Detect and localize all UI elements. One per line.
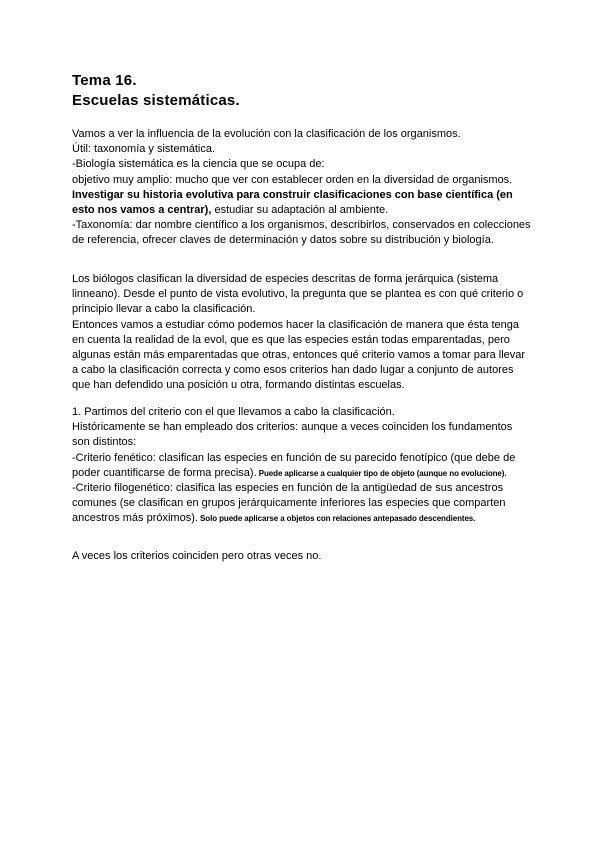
intro-paragraph-5-rest: estudiar su adaptación al ambiente. xyxy=(211,204,389,217)
criteria-intro: Históricamente se han empleado dos criterios: aunque a veces coinciden los fundamentos son distintos: xyxy=(72,421,513,449)
intro-paragraph-5 xyxy=(72,188,532,218)
numbered-list-item-1: 1. Partimos del criterio con el que llevamos a cabo la clasificación. xyxy=(72,406,395,418)
phylogenetic-criterion-note: Solo puede aplicarse a objetos con relaciones antepasado descendientes. xyxy=(197,514,476,524)
phenetic-criterion-text: -Criterio fenético: clasifican las especies en función de su parecido fenotípico (que debe de poder cuantificarse de forma precisa). xyxy=(72,451,516,479)
document-title xyxy=(72,71,240,111)
phylogenetic-criterion xyxy=(72,481,532,527)
closing-section xyxy=(72,549,532,564)
intro-section xyxy=(72,127,532,249)
classification-section xyxy=(72,272,532,394)
phylogenetic-criterion-text: -Criterio filogenético: clasifica las especies en función de la antigüedad de sus ancestros comunes (se clasifican en grupos jerárquicamente inferiores las especies que comparten ancestros más próximos). xyxy=(72,482,506,525)
intro-paragraph-2: Útil: taxonomía y sistemática. xyxy=(72,143,216,156)
intro-paragraph-4: objetivo muy amplio: mucho que ver con establecer orden en la diversidad de organismos. xyxy=(72,173,513,186)
phenetic-criterion-note: Puede aplicarse a cualquier tipo de objeto (aunque no evolucione). xyxy=(256,468,507,478)
classification-paragraph-1: Los biólogos clasifican la diversidad de especies descritas de forma jerárquica (sistema linneano). Desde el punto de vista evolutivo, la pregunta que se plantea es con qué criterio o principio llevar a cabo la clasificación. xyxy=(72,273,524,316)
intro-paragraph-6: -Taxonomía: dar nombre científico a los organismos, describirlos, conservados en colecciones de referencia, ofrecer claves de determinación y datos sobre su distribución y biología. xyxy=(72,219,531,247)
phenetic-criterion xyxy=(72,451,532,481)
intro-paragraph-3: -Biología sistemática es la ciencia que se ocupa de: xyxy=(72,158,325,171)
classification-paragraph-2: Entonces vamos a estudiar cómo podemos hacer la clasificación de manera que ésta tenga en cuenta la realidad de la evol, que es que las especies están todas emparentadas, pero algunas están más emparentadas que otras, entonces qué criterio vamos a tomar para llevar a cabo la clasificación correcta y como esos criterios han dado lugar a conjunto de autores que han defendido una posición u otra, formando distintas escuelas. xyxy=(72,318,526,392)
title-line-1: Tema 16. xyxy=(72,72,137,89)
intro-paragraph-1: Vamos a ver la influencia de la evolución con la clasificación de los organismos. xyxy=(72,128,461,140)
title-line-2: Escuelas sistemáticas. xyxy=(72,92,240,109)
criteria-section xyxy=(72,405,532,527)
closing-paragraph: A veces los criterios coinciden pero otras veces no. xyxy=(72,550,322,562)
intro-bold-text: Investigar su historia evolutiva para construir clasificaciones con base científica (en esto nos vamos a centrar), xyxy=(72,188,513,217)
